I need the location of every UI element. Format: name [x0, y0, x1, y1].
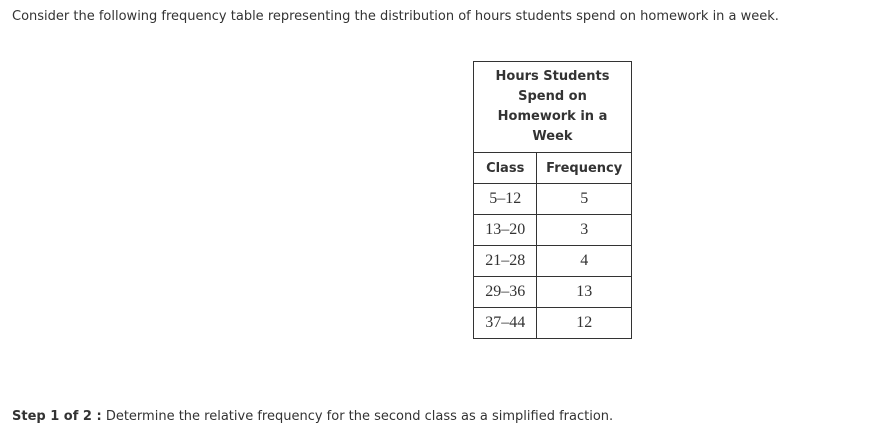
- class-cell: 13–20: [474, 215, 537, 246]
- table-header-row: [474, 153, 632, 184]
- class-cell: 37–44: [474, 308, 537, 339]
- step-instruction: [12, 409, 613, 424]
- frequency-cell: 3: [537, 215, 632, 246]
- question-prompt: Consider the following frequency table representing the distribution of hours students spend on homework in a week.: [12, 9, 779, 24]
- table-row: [474, 184, 632, 215]
- table-title-row: [474, 62, 632, 153]
- step-label: Step 1 of 2 :: [12, 409, 102, 424]
- step-text: Determine the relative frequency for the second class as a simplified fraction.: [105, 409, 614, 424]
- frequency-cell: 13: [537, 277, 632, 308]
- table-row: [474, 277, 632, 308]
- header-class: Class: [474, 153, 537, 184]
- table-row: [474, 215, 632, 246]
- table-row: [474, 308, 632, 339]
- header-frequency: Frequency: [537, 153, 632, 184]
- frequency-cell: 12: [537, 308, 632, 339]
- class-cell: 5–12: [474, 184, 537, 215]
- class-cell: 29–36: [474, 277, 537, 308]
- frequency-table: [473, 61, 632, 339]
- table-row: [474, 246, 632, 277]
- class-cell: 21–28: [474, 246, 537, 277]
- frequency-cell: 5: [537, 184, 632, 215]
- table-title: Hours Students Spend on Homework in a Week: [474, 62, 632, 153]
- frequency-cell: 4: [537, 246, 632, 277]
